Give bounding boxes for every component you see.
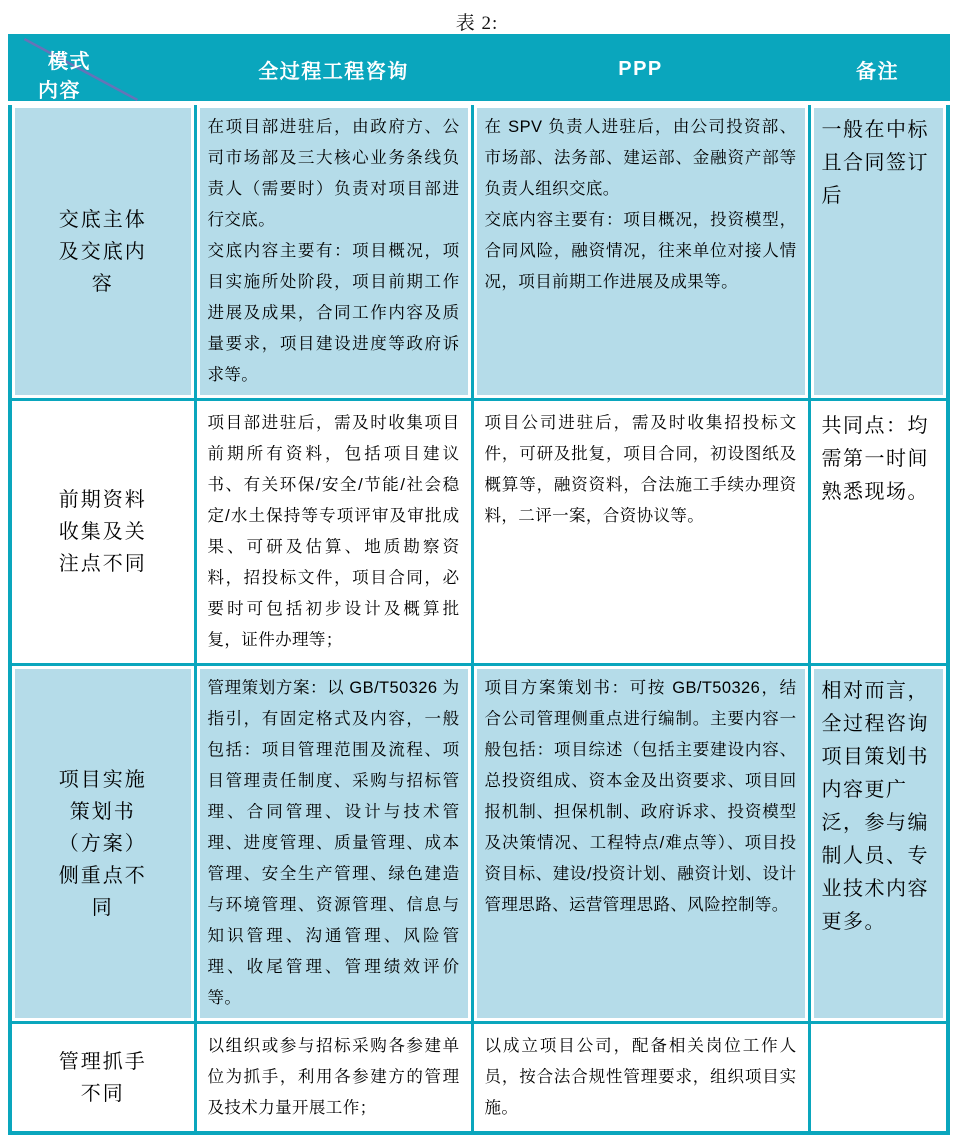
consulting-cell: [195, 103, 472, 400]
note-cell: [809, 1023, 948, 1134]
ppp-paragraph: 交底内容主要有：项目概况，投资模型，合同风险，融资情况，往来单位对接人情况，项目前期工作进展及成果等。: [484, 211, 797, 291]
row-label-cell: [10, 103, 195, 400]
header-corner-mode-label: 模式: [48, 51, 91, 73]
ppp-paragraph: 在 SPV 负责人进驻后，由公司投资部、市场部、法务部、建运部、金融资产部等负责人组织交底。: [484, 118, 797, 198]
table-row: [10, 665, 948, 1023]
note-text: [822, 1031, 936, 1033]
note-text: 共同点：均需第一时间熟悉现场。: [821, 415, 929, 503]
ppp-cell: [472, 665, 809, 1023]
header-ppp: PPP: [472, 36, 809, 103]
note-text: 一般在中标且合同签订后: [821, 119, 929, 207]
consulting-paragraph: 项目部进驻后，需及时收集项目前期所有资料，包括项目建议书、有关环保/安全/节能/社会稳定/水土保持等专项评审及审批成果、可研及估算、地质勘察资料，招投标文件，项目合同，必要时可包括初步设计及概算批复，证件办理等；: [207, 414, 460, 649]
table-row: [10, 103, 948, 400]
consulting-paragraph: 以组织或参与招标采购各参建单位为抓手，利用各参建方的管理及技术力量开展工作；: [207, 1037, 460, 1117]
consulting-paragraph: 在项目部进驻后，由政府方、公司市场部及三大核心业务条线负责人（需要时）负责对项目部进行交底。: [207, 118, 460, 229]
table-row: [10, 1023, 948, 1134]
header-corner-cell: [10, 36, 195, 103]
header-row: [10, 36, 948, 103]
row-label: 交底主体及交底内容: [58, 208, 147, 295]
row-label-cell: [10, 665, 195, 1023]
table-row: [10, 400, 948, 665]
ppp-paragraph: 项目公司进驻后，需及时收集招投标文件，可研及批复，项目合同，初设图纸及概算等，融资资料，合法施工手续办理资料，二评一案，合资协议等。: [484, 414, 797, 525]
row-label: 前期资料收集及关注点不同: [58, 489, 147, 575]
header-consulting: 全过程工程咨询: [195, 36, 472, 103]
row-label-cell: [10, 1023, 195, 1134]
table-caption: 表 2:: [455, 13, 499, 34]
row-label: 项目实施策划书（方案）侧重点不同: [58, 768, 147, 919]
row-label: 管理抓手不同: [58, 1050, 147, 1105]
comparison-table: [8, 34, 950, 1135]
note-cell: [809, 103, 948, 400]
ppp-cell: [472, 400, 809, 665]
consulting-cell: [195, 400, 472, 665]
note-text: 相对而言，全过程咨询项目策划书内容更广泛，参与编制人员、专业技术内容更多。: [821, 680, 929, 933]
ppp-paragraph: 项目方案策划书：可按 GB/T50326，结合公司管理侧重点进行编制。主要内容一般包括：项目综述（包括主要建设内容、总投资组成、资本金及出资要求、项目回报机制、担保机制、政府诉求、投资模型及决策情况、工程特点/难点等）、项目投资目标、建设/投资计划、融资计划、设计管理思路、运营管理思路、风险控制等。: [484, 679, 797, 914]
row-label-cell: [10, 400, 195, 665]
consulting-cell: [195, 665, 472, 1023]
header-note: 备注: [809, 36, 948, 103]
consulting-paragraph: 交底内容主要有：项目概况，项目实施所处阶段，项目前期工作进展及成果，合同工作内容及质量要求，项目建设进度等政府诉求等。: [207, 242, 460, 384]
ppp-paragraph: 以成立项目公司，配备相关岗位工作人员，按合法合规性管理要求，组织项目实施。: [484, 1037, 797, 1117]
header-corner-content-label: 内容: [38, 80, 81, 102]
note-cell: [809, 400, 948, 665]
consulting-paragraph: 管理策划方案：以 GB/T50326 为指引，有固定格式及内容，一般包括：项目管理范围及流程、项目管理责任制度、采购与招标管理、合同管理、设计与技术管理、进度管理、质量管理、成本管理、安全生产管理、绿色建造与环境管理、资源管理、信息与知识管理、沟通管理、风险管理、收尾管理、管理绩效评价等。: [207, 679, 460, 1007]
note-cell: [809, 665, 948, 1023]
consulting-cell: [195, 1023, 472, 1134]
ppp-cell: [472, 1023, 809, 1134]
ppp-cell: [472, 103, 809, 400]
